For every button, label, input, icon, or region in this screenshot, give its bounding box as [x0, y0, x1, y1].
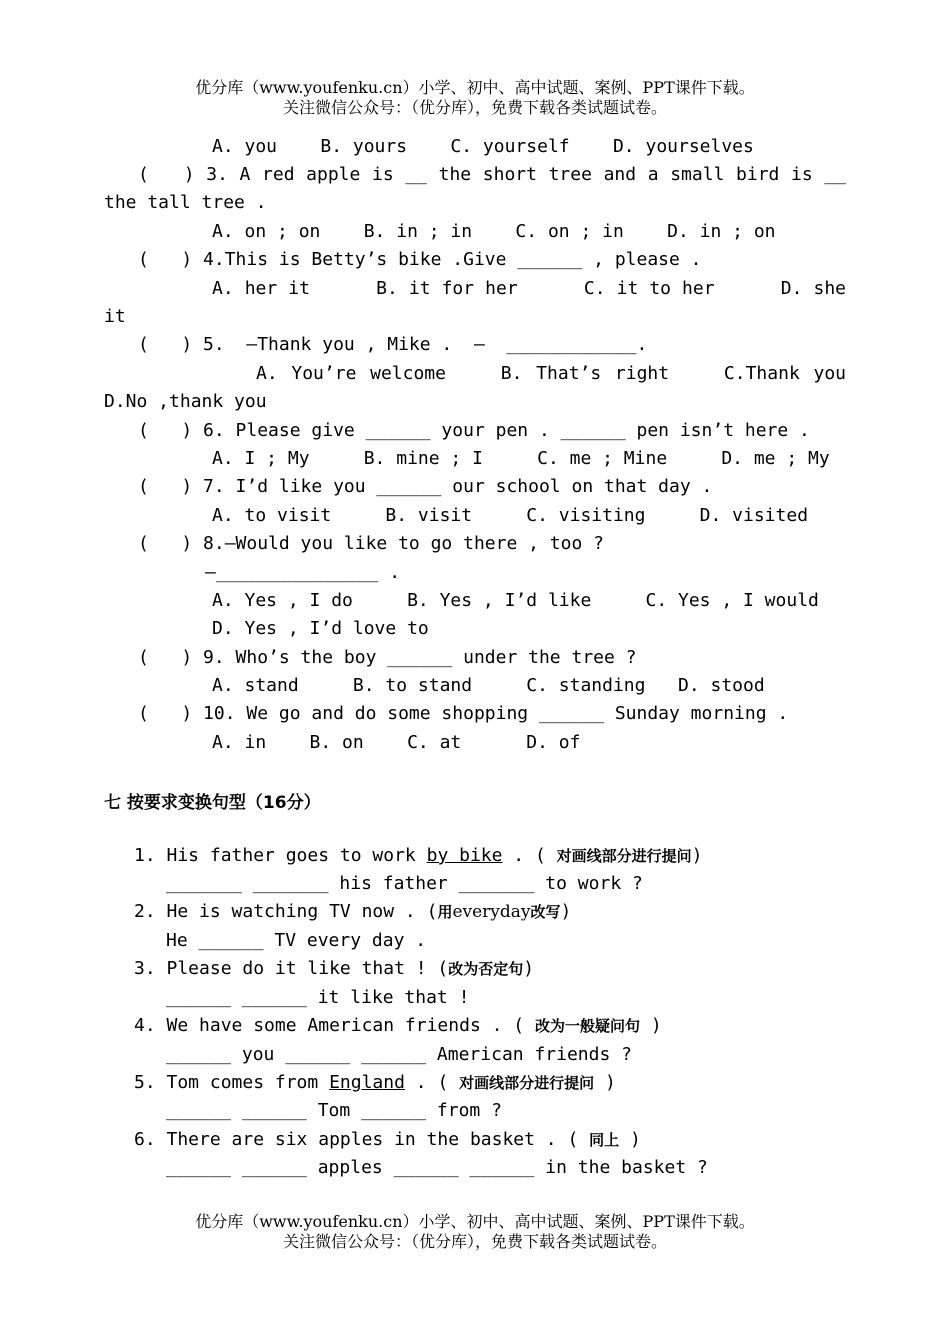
s7-item-3	[134, 958, 534, 980]
q4-options: A. her it B. it for her C. it to her D. she	[212, 278, 846, 299]
q2-options: A. you B. yours C. yourself D. yourselves	[212, 136, 754, 157]
s7-item-4-instruction: 改为一般疑问句	[534, 1017, 640, 1035]
q6-options: A. I ; My B. mine ; I C. me ; Mine D. me ; My	[212, 448, 830, 469]
s7-item-5-instruction: 对画线部分进行提问	[459, 1074, 595, 1092]
s7-item-6-instruction: 同上	[589, 1131, 620, 1149]
s7-item-2-mid: everyday	[452, 902, 531, 922]
s7-item-2	[134, 901, 571, 923]
q7-options: A. to visit B. visit C. visiting D. visited	[212, 505, 809, 526]
s7-item-2-instruction-b: 改写	[530, 903, 561, 921]
q9-stem: ( ) 9. Who’s the boy ______ under the tree ?	[138, 647, 637, 668]
s7-item-6-close: )	[619, 1129, 641, 1150]
footer-line-2: 关注微信公众号：（优分库），免费下载各类试题试卷。	[282, 1232, 667, 1251]
s7-item-6	[134, 1129, 641, 1151]
s7-item-5-close: )	[594, 1072, 616, 1093]
s7-item-1-instruction: 对画线部分进行提问	[556, 847, 692, 865]
s7-item-1-post: . (	[502, 845, 557, 866]
q7-stem: ( ) 7. I’d like you ______ our school on that day .	[138, 476, 713, 497]
section-7-title: 七 按要求变换句型（16分）	[104, 793, 321, 813]
q5-stem: ( ) 5. —Thank you , Mike . — ____________.	[138, 334, 648, 355]
s7-item-4	[134, 1015, 662, 1037]
s7-item-5	[134, 1072, 616, 1094]
header-line-2: 关注微信公众号：（优分库），免费下载各类试题试卷。	[282, 98, 667, 117]
s7-item-2-answer: He ______ TV every day .	[166, 930, 427, 951]
s7-item-1-answer: _______ _______ his father _______ to work ?	[166, 873, 643, 894]
q4-stem: ( ) 4.This is Betty’s bike .Give ______ , please .	[138, 249, 702, 270]
s7-item-4-answer: ______ you ______ ______ American friends ?	[166, 1044, 632, 1065]
q3-stem-wrap: the tall tree .	[104, 192, 267, 213]
q4-options-wrap: it	[104, 306, 126, 327]
q8-stem: ( ) 8.—Would you like to go there , too ?	[138, 533, 604, 554]
s7-item-1-underlined: by bike	[426, 845, 503, 866]
s7-item-6-text: 6. There are six apples in the basket . (	[134, 1129, 590, 1150]
q5-options-wrap: D.No ,thank you	[104, 391, 267, 412]
q3-stem: ( ) 3. A red apple is __ the short tree and a small bird is __	[138, 164, 846, 185]
s7-item-4-text: 4. We have some American friends . (	[134, 1015, 535, 1036]
s7-item-3-instruction: 改为否定句	[448, 960, 524, 978]
q6-stem: ( ) 6. Please give ______ your pen . ______ pen isn’t here .	[138, 420, 810, 441]
s7-item-3-text: 3. Please do it like that ! (	[134, 958, 449, 979]
s7-item-3-close: )	[523, 958, 535, 979]
q10-options: A. in B. on C. at D. of	[212, 732, 581, 753]
q9-options: A. stand B. to stand C. standing D. stood	[212, 675, 765, 696]
s7-item-5-text: 5. Tom comes from	[134, 1072, 330, 1093]
s7-item-5-post: . (	[404, 1072, 460, 1093]
s7-item-2-text: 2. He is watching TV now . (	[134, 901, 438, 922]
s7-item-1	[134, 845, 703, 867]
q8-options-2: D. Yes , I’d love to	[212, 618, 429, 639]
s7-item-3-answer: ______ ______ it like that !	[166, 987, 470, 1008]
s7-item-2-close: )	[560, 901, 572, 922]
s7-item-1-text: 1. His father goes to work	[134, 845, 427, 866]
s7-item-4-close: )	[639, 1015, 662, 1036]
q8-options: A. Yes , I do B. Yes , I’d like C. Yes , I would	[212, 590, 819, 611]
q3-options: A. on ; on B. in ; in C. on ; in D. in ; on	[212, 221, 776, 242]
footer-line-1: 优分库（www.youfenku.cn）小学、初中、高中试题、案例、PPT课件下载。	[195, 1212, 755, 1231]
s7-item-5-underlined: England	[329, 1072, 405, 1093]
s7-item-6-answer: ______ ______ apples ______ ______ in the basket ?	[166, 1157, 708, 1178]
s7-item-2-instruction-a: 用	[437, 903, 453, 921]
q8-answer-blank: —_______________ .	[205, 562, 401, 583]
s7-item-1-close: )	[691, 845, 703, 866]
header-line-1: 优分库（www.youfenku.cn）小学、初中、高中试题、案例、PPT课件下载。	[195, 78, 755, 97]
q10-stem: ( ) 10. We go and do some shopping ______ Sunday morning .	[138, 703, 789, 724]
s7-item-5-answer: ______ ______ Tom ______ from ?	[166, 1100, 502, 1121]
q5-options: A. You’re welcome B. That’s right C.Thank you	[256, 363, 846, 384]
